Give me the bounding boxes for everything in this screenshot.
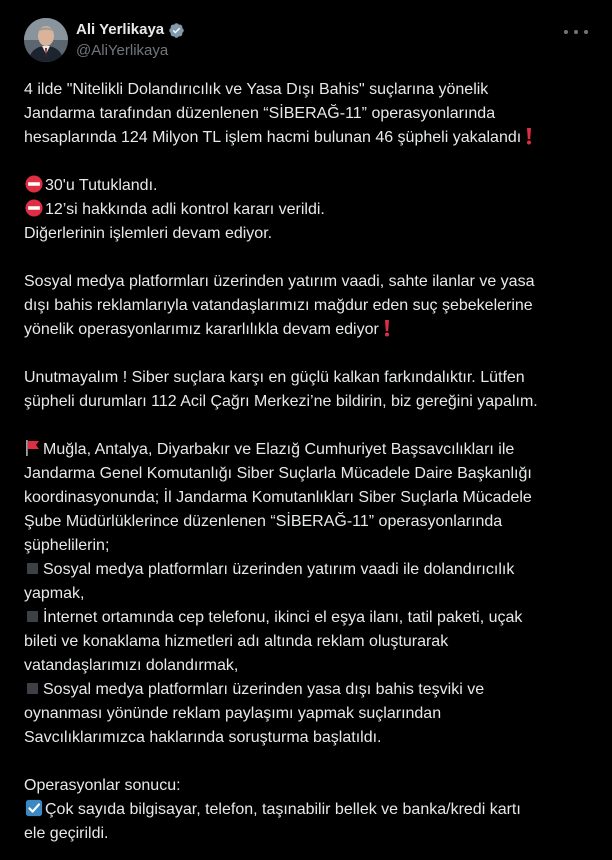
text-line: yapmak, <box>24 585 85 602</box>
verified-badge-icon[interactable] <box>168 22 185 39</box>
author-handle[interactable]: @AliYerlikaya <box>76 42 169 59</box>
text-line: Muğla, Antalya, Diyarbakır ve Elazığ Cumhuriyet Başsavcılıkları ile <box>24 438 599 462</box>
display-name-row <box>76 20 185 40</box>
more-options-icon[interactable] <box>564 24 588 40</box>
text-line: ele geçirildi. <box>24 825 109 842</box>
text-line: dışı bahis reklamlarıyla vatandaşlarımızı mağdur eden suç şebekelerine <box>24 297 533 314</box>
text-line: şüphelilerin; <box>24 537 110 554</box>
text-line: vatandaşlarımızı dolandırmak, <box>24 657 239 674</box>
text-line: Sosyal medya platformları üzerinden yasa dışı bahis teşviki ve <box>24 678 599 702</box>
no-entry-icon <box>24 175 44 193</box>
text-line: 12’si hakkında adli kontrol kararı verildi. <box>24 198 599 222</box>
text-line: Sosyal medya platformları üzerinden yatırım vaadi ile dolandırıcılık <box>24 558 599 582</box>
tweet-text <box>24 78 599 846</box>
avatar-image <box>24 18 68 62</box>
black-square-icon <box>24 679 42 697</box>
text-line: 30'u Tutuklandı. <box>24 174 599 198</box>
text-line: Unutmayalım ! Siber suçlara karşı en güçlü kalkan farkındalıktır. Lütfen <box>24 369 525 386</box>
spacer <box>24 414 599 438</box>
red-flag-icon <box>24 439 42 457</box>
red-exclamation-icon <box>523 127 535 145</box>
text-line: Çok sayıda bilgisayar, telefon, taşınabilir bellek ve banka/kredi kartı <box>24 798 599 822</box>
text-line: hesaplarında 124 Milyon TL işlem hacmi bulunan 46 şüpheli yakalandı <box>24 126 599 150</box>
text-line: Sosyal medya platformları üzerinden yatırım vaadi, sahte ilanlar ve yasa <box>24 273 535 290</box>
text-line: bileti ve konaklama hizmetleri adı altında reklam oluşturarak <box>24 633 449 650</box>
black-square-icon <box>24 559 42 577</box>
avatar[interactable] <box>24 18 68 62</box>
text-line: yönelik operasyonlarımız kararlılıkla devam ediyor <box>24 318 599 342</box>
text-line: Şube Müdürlüklerince düzenlenen “SİBERAĞ-11” operasyonlarında <box>24 513 503 530</box>
text-line: Jandarma tarafından düzenlenen “SİBERAĞ-11” operasyonlarında <box>24 105 496 122</box>
text-line: Jandarma Genel Komutanlığı Siber Suçlarla Mücadele Daire Başkanlığı <box>24 465 532 482</box>
author-names <box>76 20 185 61</box>
tweet-header <box>24 16 596 66</box>
spacer <box>24 150 599 174</box>
black-square-icon <box>24 607 42 625</box>
check-box-icon <box>24 799 44 817</box>
text-line: Savcılıklarımızca haklarında soruşturma başlatıldı. <box>24 729 382 746</box>
text-line: oynanması yönünde reklam paylaşımı yapmak suçlarından <box>24 705 442 722</box>
red-exclamation-icon <box>381 319 393 337</box>
text-line: 4 ilde "Nitelikli Dolandırıcılık ve Yasa Dışı Bahis" suçlarına yönelik <box>24 81 489 98</box>
display-name[interactable]: Ali Yerlikaya <box>76 21 165 38</box>
text-line: Diğerlerinin işlemleri devam ediyor. <box>24 225 273 242</box>
spacer <box>24 246 599 270</box>
text-line: İnternet ortamında cep telefonu, ikinci el eşya ilanı, tatil paketi, uçak <box>24 606 599 630</box>
spacer <box>24 342 599 366</box>
text-line: şüpheli durumları 112 Acil Çağrı Merkezi’ne bildirin, biz gereğini yapalım. <box>24 393 538 410</box>
text-line: koordinasyonunda; İl Jandarma Komutanlıkları Siber Suçlarla Mücadele <box>24 489 532 506</box>
text-line: Operasyonlar sonucu: <box>24 777 181 794</box>
spacer <box>24 750 599 774</box>
no-entry-icon <box>24 199 44 217</box>
